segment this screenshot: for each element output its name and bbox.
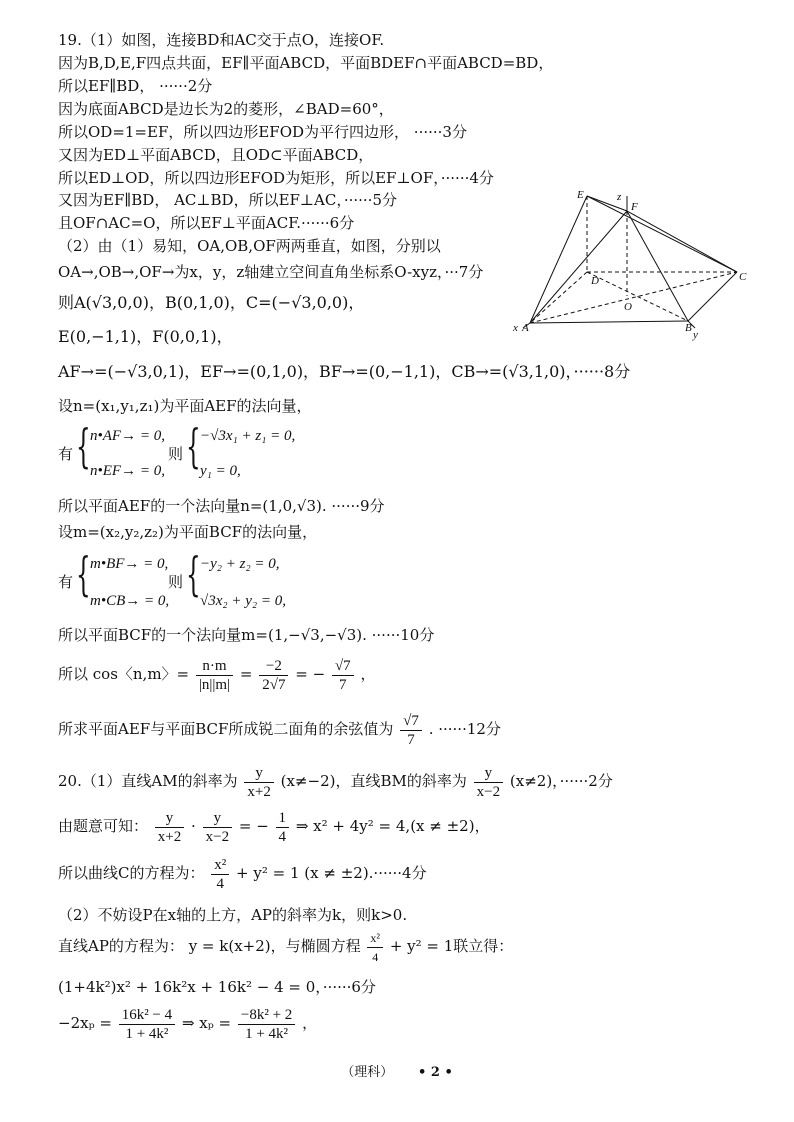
answer-frac-num: √7 bbox=[400, 712, 422, 731]
sys1-then: 则 bbox=[168, 445, 184, 463]
p19-line-7: 所以ED⊥OD，所以四边形EFOD为矩形，所以EF⊥OF，······4分 bbox=[58, 169, 494, 187]
sys2-prefix: 有 bbox=[58, 573, 74, 591]
p19-line-16: 所以平面AEF的一个法向量n=(1,0,√3). ······9分 bbox=[58, 497, 385, 515]
p20-l7-a: −2xₚ = bbox=[58, 1014, 112, 1032]
label-F: F bbox=[631, 201, 638, 213]
answer-prefix: 所求平面AEF与平面BCF所成锐二面角的余弦值为 bbox=[58, 720, 394, 738]
sys2-eq-a1: m•BF→ = 0, bbox=[90, 556, 169, 572]
cos-frac-1-num: n·m bbox=[196, 657, 233, 676]
sys1-eq-b1: −√3x₁ + z₁ = 0, bbox=[200, 428, 296, 444]
label-z: z bbox=[617, 191, 622, 203]
p19-line-6: 又因为ED⊥平面ABCD，且OD⊂平面ABCD， bbox=[58, 146, 374, 164]
label-C: C bbox=[739, 271, 747, 283]
cos-frac-1 bbox=[196, 657, 233, 694]
sys1-eq-a1: n•AF→ = 0, bbox=[90, 428, 165, 444]
label-A: A bbox=[522, 322, 529, 334]
p20-line-5 bbox=[58, 928, 513, 966]
edge-BC bbox=[688, 272, 737, 321]
p20-l2-frac-2-num: y bbox=[203, 809, 232, 828]
sys1-prefix: 有 bbox=[58, 445, 74, 463]
p20-l3-a: 所以曲线C的方程为： bbox=[58, 864, 205, 882]
p20-l2-frac-3 bbox=[276, 809, 290, 846]
cos-frac-3 bbox=[332, 657, 354, 694]
p19-line-14: AF→=(−√3,0,1)，EF→=(0,1,0)，BF→=(0,−1,1)，CB→=(√3,1,0)，······8分 bbox=[58, 362, 631, 381]
p20-l1-c: (x≠2)，······2分 bbox=[509, 772, 613, 790]
p20-l1-frac-2 bbox=[474, 764, 503, 801]
p20-line-3 bbox=[58, 855, 427, 893]
answer-frac-den: 7 bbox=[407, 731, 415, 748]
sys2-left-brace: { bbox=[76, 547, 91, 601]
label-D: D bbox=[591, 275, 599, 287]
p19-line-2: 因为B,D,E,F四点共面，EF∥平面ABCD，平面BDEF∩平面ABCD=BD， bbox=[58, 54, 554, 72]
p20-l3-frac-num: x² bbox=[211, 856, 229, 875]
cos-frac-3-den: 7 bbox=[339, 676, 347, 693]
edge-DA bbox=[530, 272, 587, 323]
label-E: E bbox=[577, 189, 584, 201]
answer-post: . ······12分 bbox=[428, 720, 501, 738]
page-footer bbox=[0, 1061, 794, 1080]
cos-frac-2 bbox=[259, 657, 288, 694]
sys1-eq-a2: n•EF→ = 0, bbox=[90, 463, 165, 479]
p20-line-4: （2）不妨设P在x轴的上方，AP的斜率为k，则k>0. bbox=[58, 906, 408, 924]
cos-frac-3-num: √7 bbox=[332, 657, 354, 676]
p20-l7-frac-1-den: 1 + 4k² bbox=[125, 1025, 169, 1042]
p19-line-9: 且OF∩AC=O，所以EF⊥平面ACF.······6分 bbox=[58, 214, 355, 232]
p20-l2-frac-3-den: 4 bbox=[278, 828, 287, 845]
p20-l7-frac-1 bbox=[119, 1006, 175, 1043]
p20-l2-frac-1 bbox=[155, 809, 184, 846]
answer-frac bbox=[400, 712, 422, 749]
edge-AC bbox=[530, 272, 737, 323]
p20-l2-dot: · bbox=[191, 817, 196, 835]
p20-l2-frac-2-den: x−2 bbox=[205, 828, 230, 845]
p20-l3-b: + y² = 1 (x ≠ ±2).······4分 bbox=[236, 864, 427, 882]
cos-frac-2-num: −2 bbox=[259, 657, 288, 676]
p19-line-8: 又因为EF∥BD， AC⊥BD，所以EF⊥AC，······5分 bbox=[58, 191, 397, 209]
p20-l1-a: 20.（1）直线AM的斜率为 bbox=[58, 772, 238, 790]
sys1-right-brace: { bbox=[186, 419, 201, 473]
label-O: O bbox=[624, 301, 632, 313]
sys1-eq-b2: y₁ = 0, bbox=[200, 463, 241, 479]
p20-l1-frac-2-den: x−2 bbox=[476, 783, 501, 800]
p20-l1-frac-1 bbox=[244, 764, 273, 801]
p19-line-17: 设m=(x₂,y₂,z₂)为平面BCF的法向量， bbox=[58, 523, 318, 541]
p20-l5-a: 直线AP的方程为： y = k(x+2)，与椭圆方程 bbox=[58, 937, 361, 955]
p20-l7-frac-2 bbox=[238, 1006, 295, 1043]
answer-line bbox=[58, 711, 501, 749]
cos-post: ， bbox=[360, 665, 376, 683]
p19-line-10: （2）由（1）易知，OA,OB,OF两两垂直，如图，分别以 bbox=[58, 237, 441, 255]
cos-equals: = bbox=[239, 665, 253, 683]
sys2-right-brace: { bbox=[186, 547, 201, 601]
p19-line-13: E(0,−1,1)，F(0,0,1)， bbox=[58, 327, 233, 346]
footer-page-number: • 2 • bbox=[418, 1065, 453, 1080]
p20-l1-frac-1-den: x+2 bbox=[247, 783, 271, 800]
geometry-figure bbox=[505, 188, 765, 348]
p20-l2-frac-2 bbox=[203, 809, 232, 846]
cos-equals-2: = − bbox=[295, 665, 326, 683]
p19-line-5: 所以OD=1=EF，所以四边形EFOD为平行四边形， ······3分 bbox=[58, 123, 467, 141]
edge-AB bbox=[530, 321, 688, 323]
p20-l2-c: ⇒ x² + 4y² = 4,(x ≠ ±2)， bbox=[295, 817, 490, 835]
cos-frac-1-den: |n||m| bbox=[198, 676, 231, 693]
p20-line-6: (1+4k²)x² + 16k²x + 16k² − 4 = 0，······6分 bbox=[58, 978, 376, 996]
edge-EA bbox=[530, 196, 587, 323]
p20-l5-frac-num: x² bbox=[367, 929, 383, 948]
label-B: B bbox=[685, 322, 692, 334]
label-y: y bbox=[693, 329, 698, 341]
p19-line-12: 则A(√3,0,0)，B(0,1,0)，C=(−√3,0,0)， bbox=[58, 293, 365, 312]
sys1-left-brace: { bbox=[76, 419, 91, 473]
p19-line-4: 因为底面ABCD是边长为2的菱形，∠BAD=60°， bbox=[58, 100, 394, 118]
p20-l7-b: ⇒ xₚ = bbox=[181, 1014, 232, 1032]
p19-line-18: 所以平面BCF的一个法向量m=(1,−√3,−√3). ······10分 bbox=[58, 626, 435, 644]
p20-line-1 bbox=[58, 763, 613, 801]
p20-l2-frac-1-den: x+2 bbox=[157, 828, 182, 845]
p20-l1-b: (x≠−2)，直线BM的斜率为 bbox=[280, 772, 467, 790]
p20-l3-frac bbox=[211, 856, 229, 893]
p20-l3-frac-den: 4 bbox=[216, 875, 225, 892]
footer-subject: （理科） bbox=[341, 1065, 394, 1080]
p20-l1-frac-1-num: y bbox=[244, 764, 273, 783]
edge-DB bbox=[587, 272, 688, 321]
cos-line bbox=[58, 656, 375, 694]
cos-prefix: 所以 cos〈n,m〉= bbox=[58, 665, 190, 683]
p20-l5-frac-den: 4 bbox=[372, 949, 379, 964]
p20-l5-b: + y² = 1联立得： bbox=[389, 937, 514, 955]
p20-line-7 bbox=[58, 1003, 317, 1043]
p20-l5-frac bbox=[367, 929, 383, 966]
p20-l2-a: 由题意可知： bbox=[58, 817, 149, 835]
p19-line-15: 设n=(x₁,y₁,z₁)为平面AEF的法向量， bbox=[58, 397, 312, 415]
cos-frac-2-den: 2√7 bbox=[262, 676, 286, 693]
p20-l7-frac-1-num: 16k² − 4 bbox=[119, 1006, 175, 1025]
sys2-then: 则 bbox=[168, 573, 184, 591]
p20-l7-frac-2-den: 1 + 4k² bbox=[245, 1025, 289, 1042]
p20-l2-b: = − bbox=[238, 817, 269, 835]
p19-line-11: OA→,OB→,OF→为x，y，z轴建立空间直角坐标系O-xyz，···7分 bbox=[58, 263, 484, 281]
p19-line-1: 19.（1）如图，连接BD和AC交于点O，连接OF. bbox=[58, 31, 385, 49]
p20-l7-frac-2-num: −8k² + 2 bbox=[238, 1006, 295, 1025]
sys2-eq-a2: m•CB→ = 0, bbox=[90, 593, 170, 609]
p19-line-3: 所以EF∥BD， ······2分 bbox=[58, 77, 213, 95]
label-x: x bbox=[513, 322, 518, 334]
p20-l7-c: ， bbox=[302, 1014, 318, 1032]
sys2-eq-b1: −y₂ + z₂ = 0, bbox=[200, 556, 280, 572]
p20-l1-frac-2-num: y bbox=[474, 764, 503, 783]
p20-line-2 bbox=[58, 808, 490, 846]
p20-l2-frac-3-num: 1 bbox=[276, 809, 290, 828]
p20-l2-frac-1-num: y bbox=[155, 809, 184, 828]
sys2-eq-b2: √3x₂ + y₂ = 0, bbox=[200, 593, 286, 609]
edge-EC bbox=[587, 196, 737, 272]
edge-FA bbox=[530, 211, 627, 323]
